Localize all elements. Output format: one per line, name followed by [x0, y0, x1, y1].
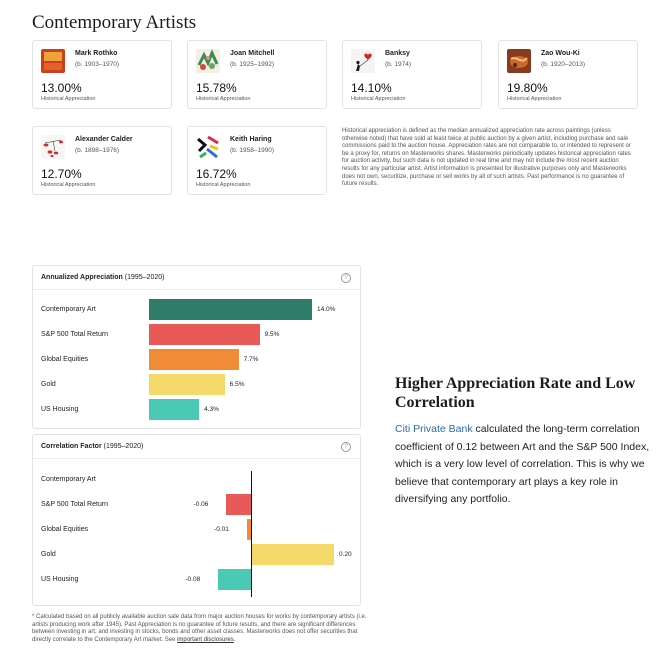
- mitchell-thumbnail: [196, 49, 220, 73]
- chart-category-label: US Housing: [41, 406, 79, 413]
- calder-thumbnail: [41, 135, 65, 159]
- panel-title-period: (1995–2020): [103, 443, 144, 450]
- artist-appreciation-label: Historical Appreciation: [507, 96, 562, 102]
- artist-dates: (b. 1925–1992): [230, 61, 275, 68]
- appreciation-disclaimer: Historical appreciation is defined as the median annualized appreciation rate across paintings (unless otherwise noted) that have sold at least twice at public auction by a given artist, including purchase and sale commissions paid to the auction house. Appreciation rates are not comparable to, or intended to represent or be a proxy for, returns on Masterworks shares. Masterworks periodically updates historical appreciation rates for auction activity, but such data is not updated in real time and may not include the most recent auction results for any particular artist. Artist information is presented for illustrative purposes only and Masterworks does not own, securitize, purchase or sell works by all of such artists. Past performance is no guarantee of future results.: [342, 128, 631, 188]
- chart-category-label: S&P 500 Total Return: [41, 331, 109, 338]
- artist-appreciation-label: Historical Appreciation: [41, 182, 96, 188]
- chart-value-label: 9.5%: [264, 331, 280, 338]
- artist-name: Keith Haring: [230, 136, 272, 143]
- artist-card-haring[interactable]: [187, 126, 327, 195]
- chart-value-label: -0.08: [185, 576, 201, 583]
- chart-value-label: -0.01: [214, 526, 229, 533]
- artist-card-zao[interactable]: [498, 40, 638, 109]
- chart-category-label: US Housing: [41, 576, 79, 583]
- artist-appreciation: 14.10%: [351, 81, 392, 95]
- chart-category-label: S&P 500 Total Return: [41, 501, 109, 508]
- chart-value-label: 0.20: [339, 551, 352, 558]
- chart-category-label: Contemporary Art: [41, 306, 96, 313]
- divider: [33, 289, 360, 290]
- artist-dates: (b. 1903–1970): [75, 61, 120, 68]
- artist-name: Mark Rothko: [75, 50, 118, 57]
- chart-bar: [149, 399, 199, 420]
- artist-dates: (b. 1920–2013): [541, 61, 586, 68]
- artist-card-mitchell[interactable]: [187, 40, 327, 109]
- artist-appreciation-label: Historical Appreciation: [351, 96, 406, 102]
- help-icon[interactable]: ?: [341, 442, 351, 452]
- artist-appreciation: 19.80%: [507, 81, 548, 95]
- artist-dates: (b. 1958–1990): [230, 147, 275, 154]
- banksy-thumbnail: [351, 49, 375, 73]
- footnote-text: * Calculated based on all publicly available auction sale data from major auction houses for works by contemporary artists (i.e. artists producing work after 1945). Past Appreciation is no guarantee of future results, and there are significant differences between investing in art, and investing in stocks, bonds and other asset classes. Masterworks does not offer securities that directly correlate to the Contemporary Art market. See: [32, 614, 367, 643]
- footnote: [32, 614, 377, 644]
- chart-bar: [226, 494, 251, 515]
- chart-category-label: Gold: [41, 381, 56, 388]
- panel-title-main: Correlation Factor: [41, 443, 102, 450]
- rothko-thumbnail: [41, 49, 65, 73]
- chart-bar: [149, 349, 239, 370]
- artist-appreciation: 16.72%: [196, 167, 237, 181]
- zao-thumbnail: [507, 49, 531, 73]
- artist-dates: (b. 1974): [385, 61, 412, 68]
- chart-value-label: 6.5%: [229, 381, 245, 388]
- chart-category-label: Contemporary Art: [41, 476, 96, 483]
- artist-appreciation: 12.70%: [41, 167, 82, 181]
- chart-bar: [252, 544, 334, 565]
- chart-value-label: 14.0%: [317, 306, 336, 313]
- page-title: Contemporary Artists: [32, 12, 197, 33]
- artist-name: Joan Mitchell: [230, 50, 275, 57]
- chart-bar: [149, 374, 225, 395]
- artist-name: Zao Wou-Ki: [541, 50, 580, 57]
- artist-card-calder[interactable]: [32, 126, 172, 195]
- footnote-end: .: [233, 636, 236, 643]
- artist-appreciation-label: Historical Appreciation: [41, 96, 96, 102]
- correlation-panel: [32, 434, 361, 606]
- chart-bar: [247, 519, 251, 540]
- section-title: Higher Appreciation Rate and Low Correlation: [395, 375, 636, 411]
- panel-title-period: (1995–2020): [124, 274, 165, 281]
- chart-bar: [149, 299, 312, 320]
- divider: [33, 458, 360, 459]
- artist-card-rothko[interactable]: [32, 40, 172, 109]
- artist-dates: (b. 1898–1976): [75, 147, 120, 154]
- panel-title: [41, 274, 164, 281]
- chart-bar: [149, 324, 260, 345]
- artist-appreciation-label: Historical Appreciation: [196, 182, 251, 188]
- artist-appreciation-label: Historical Appreciation: [196, 96, 251, 102]
- chart-value-label: -0.06: [193, 501, 209, 508]
- section-body-text: calculated the long-term correlation coefficient of 0.12 between Art and the S&P 500 Index, which is a very low level of correlation. This is why we believe that contemporary art plays a key role in diversifying any portfolio.: [395, 423, 650, 505]
- chart-category-label: Global Equities: [41, 356, 89, 363]
- haring-thumbnail: [196, 135, 220, 159]
- section-body: [395, 421, 651, 509]
- important-disclosures-link[interactable]: important disclosures: [177, 636, 234, 643]
- zero-axis: [251, 471, 252, 597]
- chart-value-label: 7.7%: [243, 356, 259, 363]
- artist-card-banksy[interactable]: [342, 40, 482, 109]
- chart-value-label: 4.3%: [204, 406, 219, 413]
- panel-title: [41, 443, 143, 450]
- artist-name: Alexander Calder: [75, 136, 133, 143]
- chart-category-label: Global Equities: [41, 526, 89, 533]
- artist-name: Banksy: [385, 50, 410, 57]
- chart-category-label: Gold: [41, 551, 56, 558]
- help-icon[interactable]: ?: [341, 273, 351, 283]
- artist-appreciation: 15.78%: [196, 81, 237, 95]
- chart-bar: [218, 569, 251, 590]
- panel-title-main: Annualized Appreciation: [41, 274, 123, 281]
- appreciation-panel: [32, 265, 361, 429]
- artist-appreciation: 13.00%: [41, 81, 82, 95]
- citi-private-bank-link[interactable]: Citi Private Bank: [395, 423, 473, 435]
